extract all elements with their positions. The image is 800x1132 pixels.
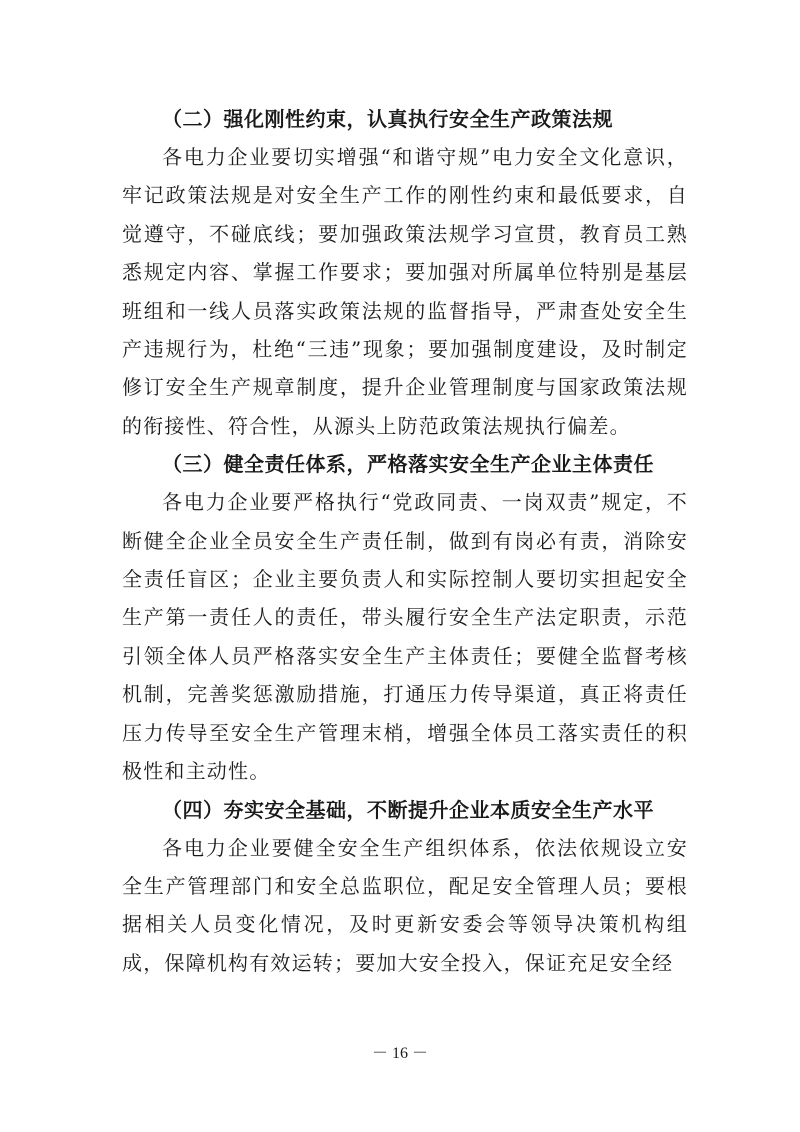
section-heading: （四）夯实安全基础，不断提升企业本质安全生产水平	[162, 797, 654, 822]
section-heading: （二）强化刚性约束，认真执行安全生产政策法规	[162, 107, 613, 131]
section-2	[122, 100, 688, 445]
document-body	[122, 100, 688, 982]
section-3	[122, 445, 688, 790]
section-4	[122, 791, 688, 983]
section-paragraph: 各电力企业要健全安全生产组织体系，依法依规设立安全生产管理部门和安全总监职位，配足安全管理人员；要根据相关人员变化情况，及时更新安委会等领导决策机构组成，保障机构有效运转；要加大安全投入，保证充足安全经	[122, 835, 688, 975]
section-heading: （三）健全责任体系，严格落实安全生产企业主体责任	[162, 452, 654, 477]
section-paragraph: 各电力企业要切实增强“和谐守规”电力安全文化意识，牢记政策法规是对安全生产工作的刚性约束和最低要求，自觉遵守，不碰底线；要加强政策法规学习宣贯，教育员工熟悉规定内容、掌握工作要求；要加强对所属单位特别是基层班组和一线人员落实政策法规的监督指导，严肃查处安全生产违规行为，杜绝“三违”现象；要加强制度建设，及时制定修订安全生产规章制度，提升企业管理制度与国家政策法规的衔接性、符合性，从源头上防范政策法规执行偏差。	[122, 145, 688, 438]
section-paragraph: 各电力企业要严格执行“党政同责、一岗双责”规定，不断健全企业全员安全生产责任制，做到有岗必有责，消除安全责任盲区；企业主要负责人和实际控制人要切实担起安全生产第一责任人的责任，带头履行安全生产法定职责，示范引领全体人员严格落实安全生产主体责任；要健全监督考核机制，完善奖惩激励措施，打通压力传导渠道，真正将责任压力传导至安全生产管理末梢，增强全体员工落实责任的积极性和主动性。	[122, 490, 688, 784]
page-number: － 16 －	[371, 1045, 428, 1062]
